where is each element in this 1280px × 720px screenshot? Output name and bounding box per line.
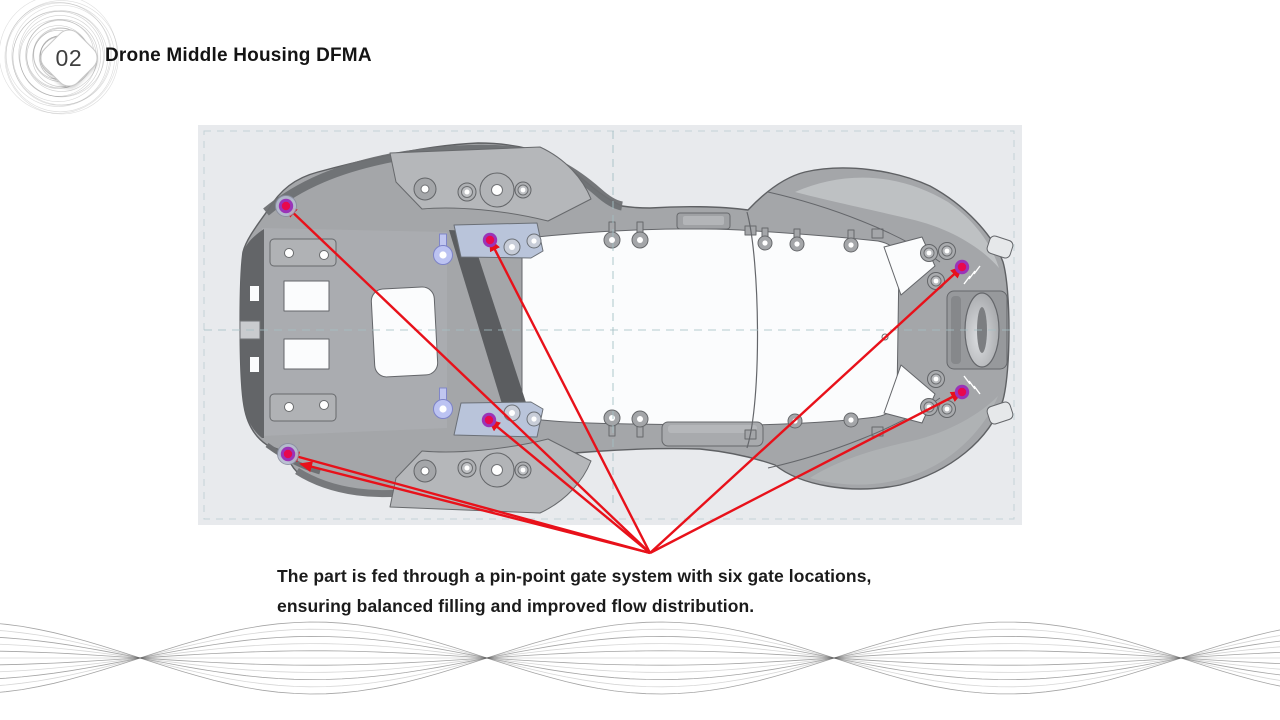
gate-plate-top [454, 223, 543, 258]
gate-marker [483, 233, 497, 247]
caption-line-1: The part is fed through a pin-point gate system with six gate locations, [277, 566, 872, 586]
gate-marker [955, 385, 969, 399]
slide-number: 02 [55, 44, 83, 71]
gate-marker [278, 444, 299, 465]
housing-center-opening [521, 229, 899, 425]
gate-marker [276, 196, 297, 217]
gate-marker [482, 413, 496, 427]
slide-title: Drone Middle Housing DFMA [105, 45, 372, 66]
wave-decoration [0, 600, 1280, 720]
gate-marker [955, 260, 969, 274]
caption-line-2: ensuring balanced filling and improved flow distribution. [277, 596, 755, 616]
